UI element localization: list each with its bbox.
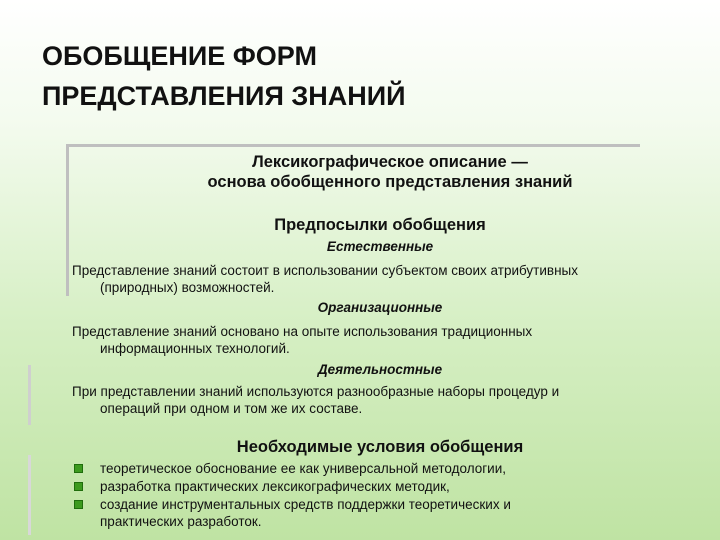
conditions-heading: Необходимые условия обобщения bbox=[236, 438, 524, 456]
list-item bbox=[74, 478, 674, 495]
paragraph-line: информационных технологий. bbox=[100, 341, 290, 356]
paragraph-natural bbox=[72, 262, 692, 296]
conditions-list bbox=[74, 460, 674, 531]
square-bullet-icon bbox=[74, 500, 83, 509]
paragraph-line: При представлении знаний используются разнообразные наборы процедур и bbox=[72, 384, 560, 399]
slide-title-line-2: ПРЕДСТАВЛЕНИЯ ЗНАНИЙ bbox=[42, 81, 406, 111]
list-item-text: разработка практических лексикографических методик, bbox=[100, 479, 450, 494]
frame-top-line bbox=[66, 144, 640, 147]
category-organizational: Организационные bbox=[317, 300, 443, 315]
subtitle bbox=[160, 152, 620, 192]
square-bullet-icon bbox=[74, 464, 83, 473]
paragraph-line: (природных) возможностей. bbox=[100, 280, 275, 295]
category-activity: Деятельностные bbox=[317, 362, 443, 377]
paragraph-organizational bbox=[72, 323, 692, 357]
square-bullet-icon bbox=[74, 482, 83, 491]
category-natural: Естественные bbox=[326, 239, 434, 254]
paragraph-line: Представление знаний состоит в использовании субъектом своих атрибутивных bbox=[72, 263, 578, 278]
paragraph-activity bbox=[72, 383, 692, 417]
subtitle-line-1: Лексикографическое описание — bbox=[252, 153, 528, 171]
list-item bbox=[74, 460, 674, 477]
frame-left-line bbox=[66, 144, 69, 296]
subtitle-line-2: основа обобщенного представления знаний bbox=[207, 173, 573, 191]
prerequisites-heading: Предпосылки обобщения bbox=[274, 216, 486, 234]
list-item bbox=[74, 496, 674, 530]
list-item-text: теоретическое обоснование ее как универсальной методологии, bbox=[100, 461, 507, 476]
frame-left-line-3 bbox=[28, 455, 31, 535]
frame-left-line-2 bbox=[28, 365, 31, 425]
list-item-text: создание инструментальных средств поддержки теоретических и bbox=[100, 497, 511, 512]
slide-title-line-1: ОБОБЩЕНИЕ ФОРМ bbox=[42, 41, 317, 71]
list-item-text-continued: практических разработок. bbox=[100, 514, 262, 529]
paragraph-line: Представление знаний основано на опыте использования традиционных bbox=[72, 324, 533, 339]
slide-title bbox=[42, 36, 682, 116]
paragraph-line: операций при одном и том же их составе. bbox=[100, 401, 363, 416]
